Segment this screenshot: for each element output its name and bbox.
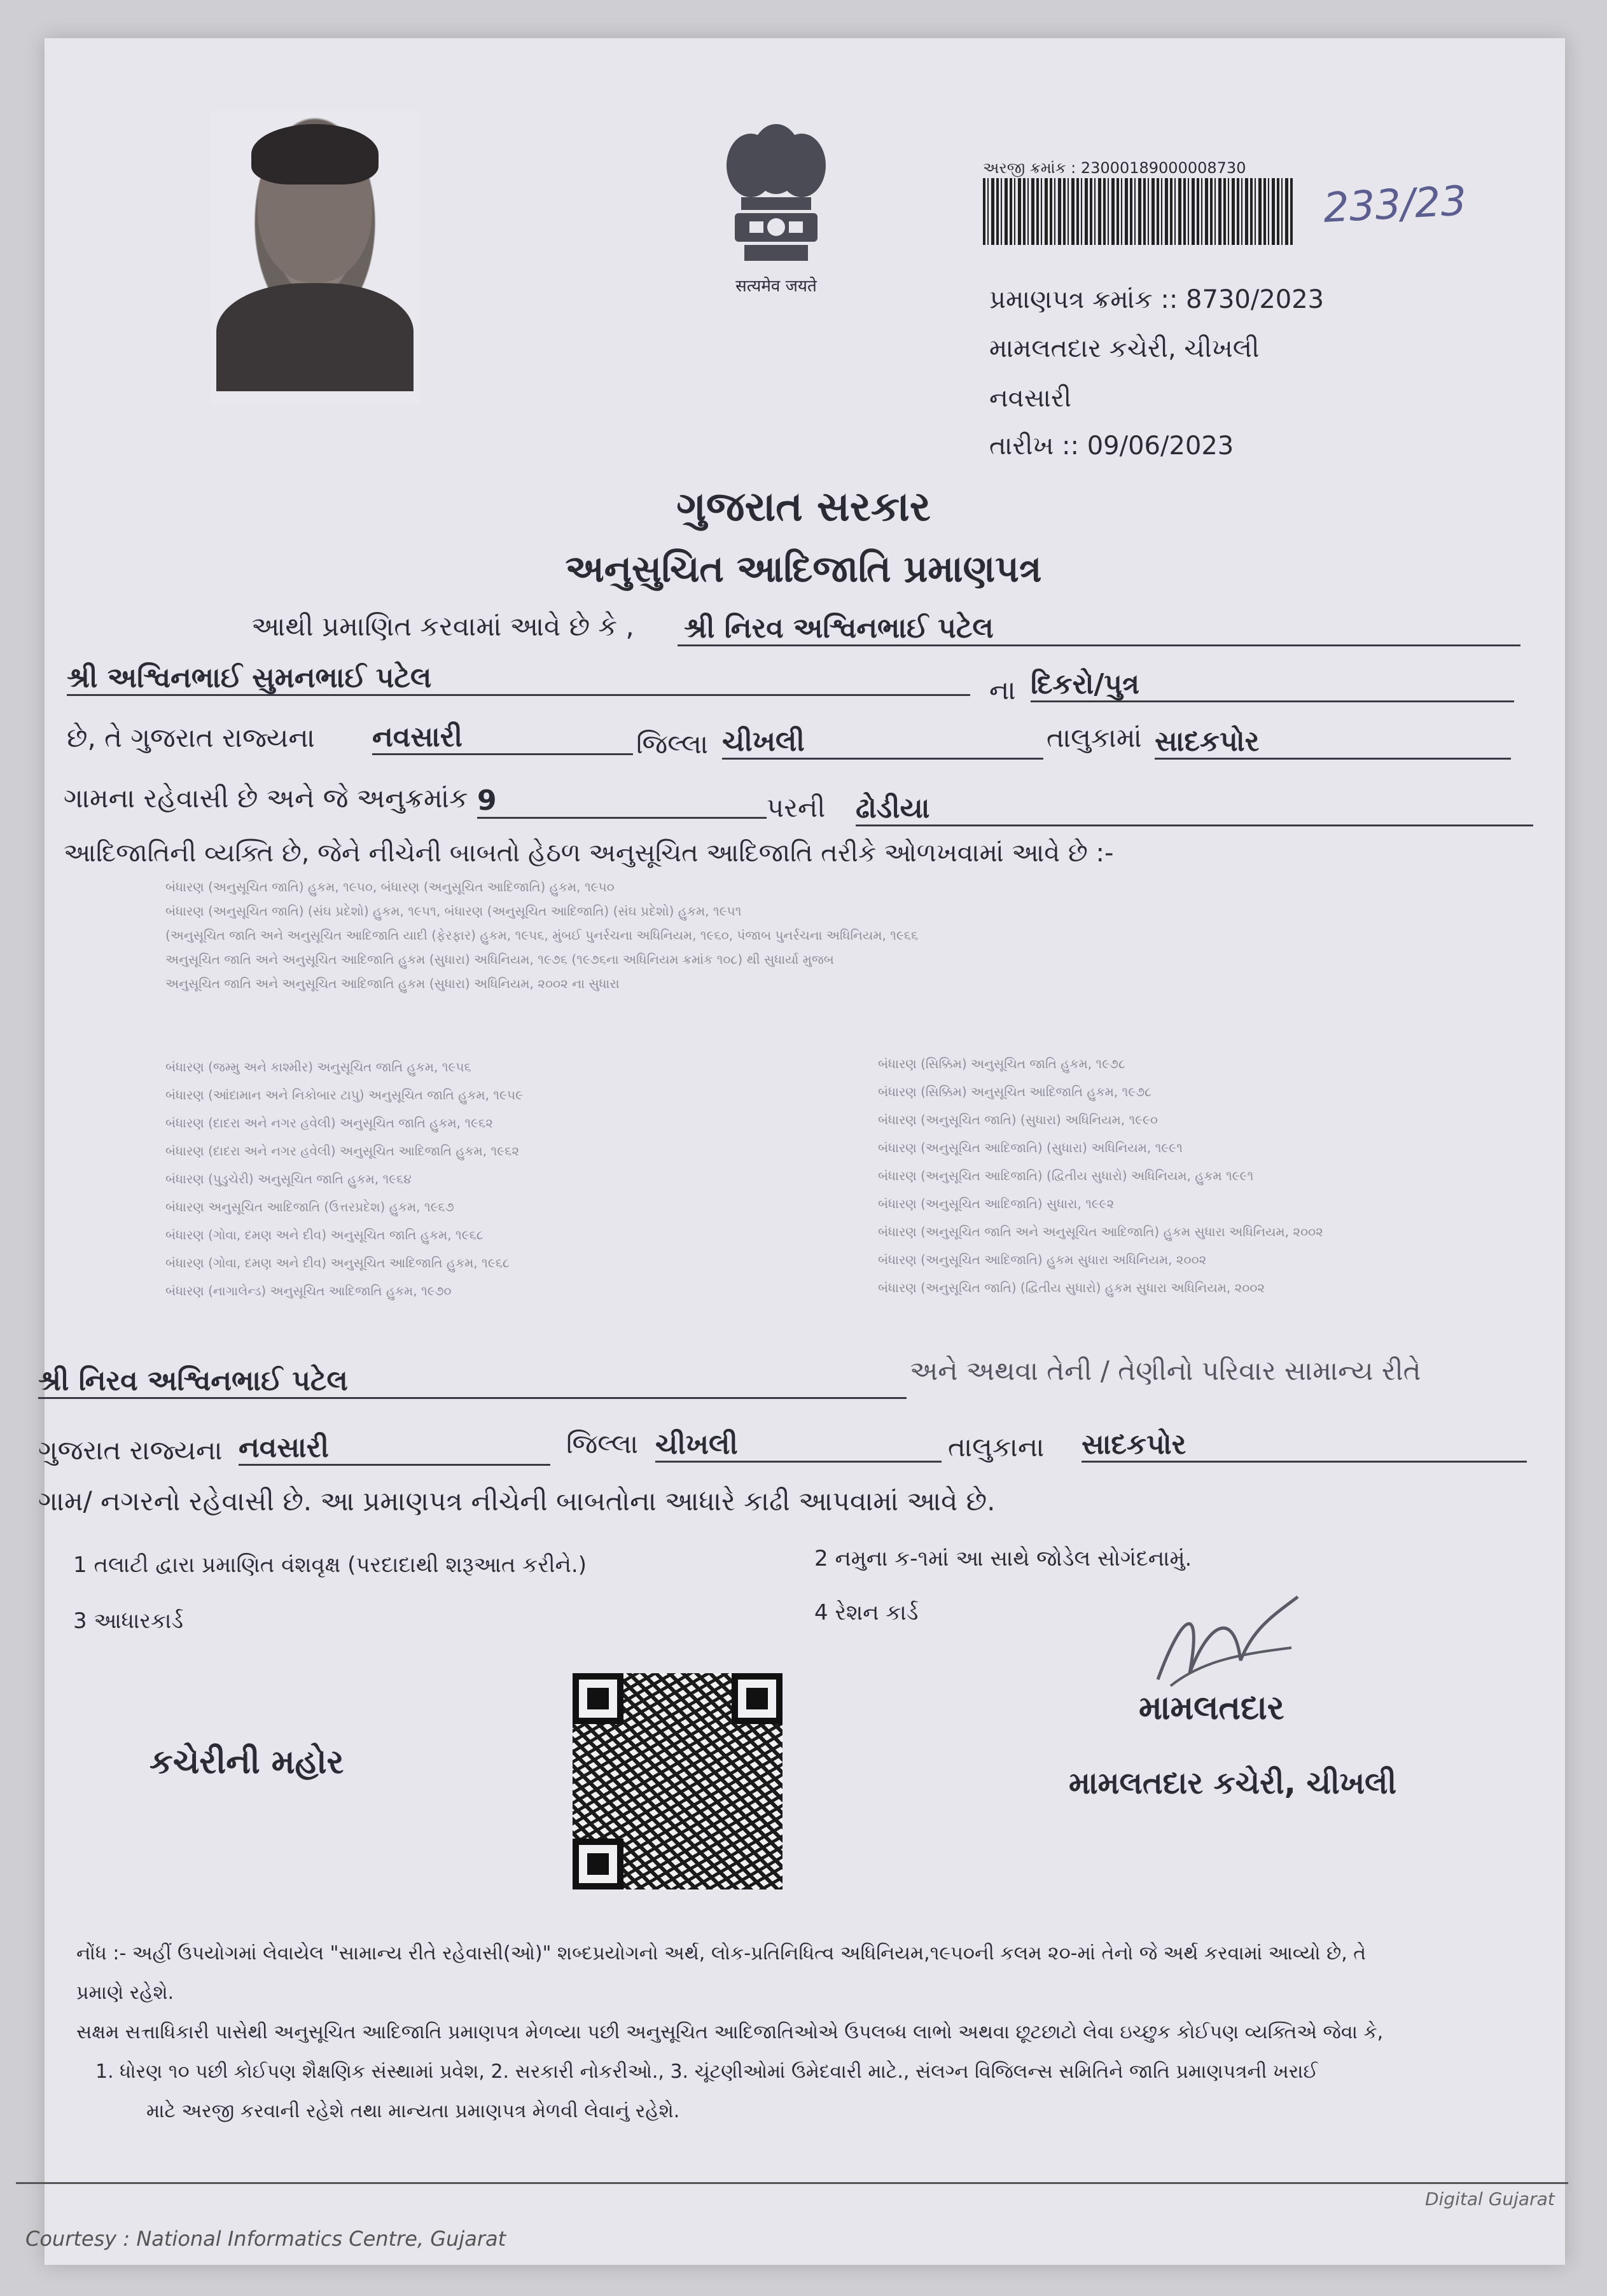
signatory-office: મામલતદાર કચેરી, ચીખલી: [1069, 1765, 1397, 1801]
note-line: પ્રમાણે રહેશે.: [76, 1982, 174, 2004]
village-value: સાદકપોર: [1155, 725, 1511, 760]
note-line: માટે અરજી કરવાની રહેશે તથા માન્યતા પ્રમાણપત્ર મેળવી લેવાનું રહેશે.: [146, 2100, 680, 2122]
on-label: પરની: [767, 792, 826, 823]
residence-village: સાદકપોર: [1082, 1428, 1527, 1463]
residence-district: નવસારી: [239, 1431, 550, 1466]
order-item: બંધારણ (ગોવા, દમણ અને દીવ) અનુસૂચિત આદિજાતિ હુકમ, ૧૯૬૮: [165, 1255, 510, 1270]
order-item: બંધારણ (સિક્કિમ) અનુસૂચિત જાતિ હુકમ, ૧૯૭૮: [878, 1056, 1125, 1071]
resident-text: ગામના રહેવાસી છે અને જે અનુક્રમાંક: [64, 783, 468, 814]
order-item: બંધારણ (દાદરા અને નગર હવેલી) અનુસૂચિત જાતિ હુકમ, ૧૯૬૨: [165, 1115, 493, 1131]
residence-taluka-label: તાલુકાના: [948, 1431, 1045, 1463]
serial-number: 9: [477, 784, 767, 819]
district-label: જિલ્લા: [636, 728, 709, 760]
tribe-name: ઢોડીયા: [856, 792, 1533, 826]
state-text: છે, તે ગુજરાત રાજ્યના: [67, 722, 315, 753]
orders-full-list: [165, 875, 1470, 996]
order-item: (અનુસૂચિત જાતિ અને અનુસૂચિત આદિજાતિ યાદી (ફેરફાર) હુકમ, ૧૯૫૬, મુંબઈ પુનર્રચના અધિનિયમ, ૧૯૬૦, પંજાબ પુનર્રચના અધિનિયમ, ૧૯૬૬: [165, 928, 919, 943]
order-item: બંધારણ (ગોવા, દમણ અને દીવ) અનુસૂચિત જાતિ હુકમ, ૧૯૬૮: [165, 1227, 483, 1242]
emblem-motto: सत्यमेव जयते: [735, 277, 817, 296]
certificate-title: અનુસુચિત આદિજાતિ પ્રમાણપત્ર: [565, 547, 1042, 590]
residence-taluka: ચીખલી: [655, 1428, 942, 1463]
footer-right: Digital Gujarat: [1425, 2188, 1555, 2209]
footer-divider: [16, 2182, 1568, 2184]
signature-icon: [1145, 1584, 1311, 1699]
order-item: બંધારણ અનુસૂચિત આદિજાતિ (ઉત્તરપ્રદેશ) હુકમ, ૧૯૬૭: [165, 1199, 454, 1214]
order-item: બંધારણ (અનુસૂચિત જાતિ) (સંઘ પ્રદેશો) હુકમ, ૧૯૫૧, બંધારણ (અનુસૂચિત આદિજાતિ) (સંઘ પ્રદેશો) હુકમ, ૧૯૫૧: [165, 903, 742, 919]
document-item-4: 4 રેશન કાર્ડ: [814, 1600, 919, 1625]
note-line: 1. ધોરણ ૧૦ પછી કોઈપણ શૈક્ષણિક સંસ્થામાં પ્રવેશ, 2. સરકારી નોકરીઓ., 3. ચૂંટણીઓમાં ઉમેદવારી માટે., સંલગ્ન વિજિલન્સ સમિતિને જાતિ પ્રમાણપત્રની ખરાઈ: [95, 2061, 1318, 2083]
district-value: નવસારી: [372, 721, 633, 755]
document-item-3: 3 આધારકાર્ડ: [73, 1608, 183, 1634]
order-item: બંધારણ (અનુસૂચિત જાતિ) (સુધારા) અધિનિયમ, ૧૯૯૦: [878, 1112, 1158, 1127]
issue-date: તારીખ :: 09/06/2023: [989, 431, 1234, 461]
father-name: શ્રી અશ્વિનભાઈ સુમનભાઈ પટેલ: [67, 662, 970, 696]
residence-person-name: શ્રી નિરવ અશ્વિનભાઈ પટેલ: [38, 1365, 907, 1399]
order-item: બંધારણ (નાગાલેન્ડ) અનુસૂચિત આદિજાતિ હુકમ, ૧૯૭૦: [165, 1283, 452, 1298]
order-item: બંધારણ (આંદામાન અને નિકોબાર ટાપુ) અનુસૂચિત જાતિ હુકમ, ૧૯૫૯: [165, 1087, 523, 1103]
family-text: અને અથવા તેની / તેણીનો પરિવાર સામાન્ય રીતે: [910, 1355, 1421, 1386]
of-label: ના: [989, 674, 1016, 706]
order-item: અનુસૂચિત જાતિ અને અનુસૂચિત આદિજાતિ હુકમ (સુધારા) અધિનિયમ, ૨૦૦૨ ના સુધારા: [165, 976, 620, 991]
footer-left: Courtesy : National Informatics Centre, Gujarat: [25, 2227, 506, 2251]
order-item: અનુસૂચિત જાતિ અને અનુસૂચિત આદિજાતિ હુકમ (સુધારા) અધિનિયમ, ૧૯૭૬ (૧૯૭૬ના અધિનિયમ ક્રમાંક ૧૦૮) થી સુધાર્યા મુજબ: [165, 952, 834, 967]
office-seal-label: કચેરીની મહોર: [150, 1743, 344, 1781]
signatory-designation: મામલતદાર: [1139, 1689, 1284, 1727]
order-item: બંધારણ (અનુસૂચિત જાતિ) (દ્વિતીય સુધારો) હુકમ સુધારા અધિનિયમ, ૨૦૦૨: [878, 1280, 1265, 1295]
order-item: બંધારણ (અનુસૂચિત જાતિ) હુકમ, ૧૯૫૦, બંધારણ (અનુસૂચિત આદિજાતિ) હુકમ, ૧૯૫૦: [165, 879, 615, 894]
order-item: બંધારણ (પુડુચેરી) અનુસૂચિત જાતિ હુકમ, ૧૯૬૪: [165, 1171, 412, 1186]
note-line: સક્ષમ સત્તાધિકારી પાસેથી અનુસૂચિત આદિજાતિ પ્રમાણપત્ર મેળવ્યા પછી અનુસૂચિત આદિજાતિઓએ ઉપલબ્ધ લાભો અથવા છૂટછાટો લેવા ઇચ્છુક કોઈપણ વ્યક્તિએ જેવા કે,: [76, 2021, 1384, 2043]
taluka-label: તાલુકામાં: [1047, 722, 1142, 753]
certify-text: આથી પ્રમાણિત કરવામાં આવે છે કે ,: [251, 611, 634, 642]
notes-block: [76, 1934, 1552, 2131]
government-title: ગુજરાત સરકાર: [676, 484, 931, 531]
order-item: બંધારણ (અનુસૂચિત આદિજાતિ) (દ્વિતીય સુધારો) અધિનિયમ, હુકમ ૧૯૯૧: [878, 1168, 1254, 1183]
order-item: બંધારણ (અનુસૂચિત જાતિ અને અનુસૂચિત આદિજાતિ) હુકમ સુધારા અધિનિયમ, ૨૦૦૨: [878, 1224, 1323, 1239]
note-line: નોંધ :- અહીં ઉપયોગમાં લેવાયેલ "સામાન્ય રીતે રહેવાસી(ઓ)" શબ્દપ્રયોગનો અર્થ, લોક-પ્રતિનિધિત્વ અધિનિયમ,૧૯૫૦ની કલમ ૨૦-માં તેનો જે અર્થ કરવામાં આવ્યો છે, તે: [76, 1942, 1367, 1965]
residence-state-label: ગુજરાત રાજ્યના: [38, 1435, 223, 1466]
orders-right-list: [878, 1050, 1482, 1302]
applicant-photo: [210, 111, 420, 404]
qr-code: [573, 1673, 783, 1889]
document-item-2: 2 નમુના ક-૧માં આ સાથે જોડેલ સોગંદનામું.: [814, 1546, 1192, 1571]
handwritten-number: 233/23: [1322, 177, 1468, 232]
barcode: [983, 178, 1295, 245]
office-name: મામલતદાર કચેરી, ચીખલી: [989, 334, 1260, 363]
taluka-value: ચીખલી: [722, 725, 1043, 760]
order-item: બંધારણ (જમ્મુ અને કાશ્મીર) અનુસૂચિત જાતિ હુકમ, ૧૯૫૬: [165, 1059, 471, 1075]
residence-district-label: જિલ્લા: [566, 1428, 639, 1459]
application-number: અરજી ક્રમાંક : 23000189000008730: [983, 159, 1246, 177]
basis-text: ગામ/ નગરનો રહેવાસી છે. આ પ્રમાણપત્ર નીચેની બાબતોના આધારે કાઢી આપવામાં આવે છે.: [38, 1485, 996, 1517]
person-name: શ્રી નિરવ અશ્વિનભાઈ પટેલ: [678, 612, 1520, 646]
order-item: બંધારણ (દાદરા અને નગર હવેલી) અનુસૂચિત આદિજાતિ હુકમ, ૧૯૬૨: [165, 1143, 520, 1158]
order-item: બંધારણ (અનુસૂચિત આદિજાતિ) (સુધારા) અધિનિયમ, ૧૯૯૧: [878, 1140, 1183, 1155]
certificate-number: પ્રમાણપત્ર ક્રમાંક :: 8730/2023: [989, 285, 1325, 314]
relation: દિકરો/પુત્ર: [1031, 668, 1514, 702]
orders-left-list: [165, 1053, 738, 1305]
district-name: નવસારી: [989, 384, 1072, 413]
order-item: બંધારણ (અનુસૂચિત આદિજાતિ) સુધારા, ૧૯૯૨: [878, 1196, 1115, 1211]
order-item: બંધારણ (સિક્કિમ) અનુસૂચિત આદિજાતિ હુકમ, ૧૯૭૮: [878, 1084, 1152, 1099]
tribe-text: આદિજાતિની વ્યક્તિ છે, જેને નીચેની બાબતો હેઠળ અનુસૂચિત આદિજાતિ તરીકે ઓળખવામાં આવે છે :-: [64, 838, 1114, 868]
order-item: બંધારણ (અનુસૂચિત આદિજાતિ) હુકમ સુધારા અધિનિયમ, ૨૦૦૨: [878, 1252, 1207, 1267]
document-item-1: 1 તલાટી દ્વારા પ્રમાણિત વંશવૃક્ષ (પરદાદાથી શરૂઆત કરીને.): [73, 1552, 587, 1578]
